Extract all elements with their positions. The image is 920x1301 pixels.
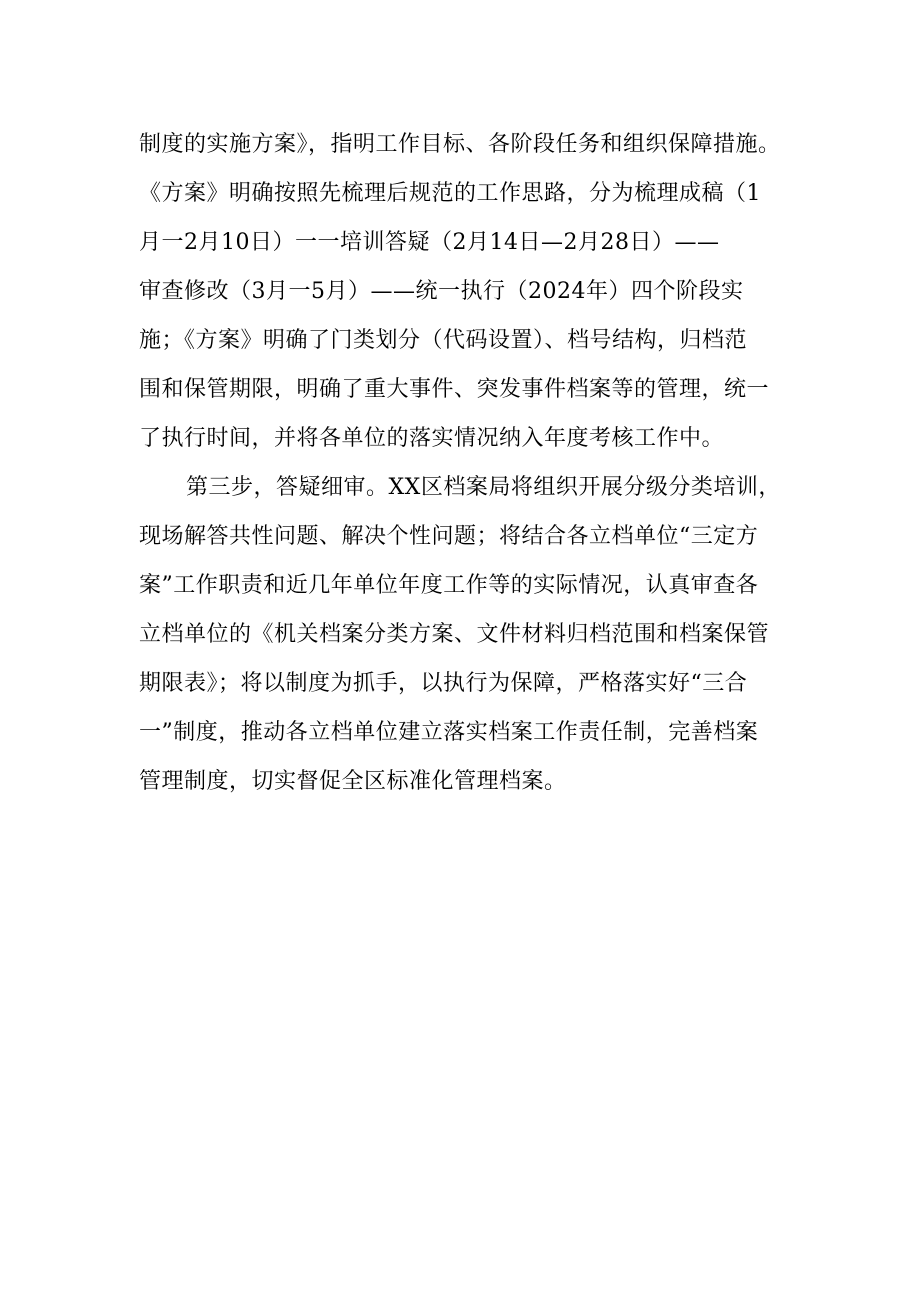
text-line: 第三步，答疑细审。XX区档案局将组织开展分级分类培训， xyxy=(186,475,781,500)
text-line: 立档单位的《机关档案分类方案、文件材料归档范围和档案保管 xyxy=(139,622,770,647)
text-line: 一”制度，推动各立档单位建立落实档案工作责任制，完善档案 xyxy=(139,720,759,745)
text-line: 围和保管期限，明确了重大事件、突发事件档案等的管理，统一 xyxy=(139,377,770,402)
text-line: 审查修改（3月一5月）——统一执行（2024年）四个阶段实 xyxy=(139,279,744,304)
text-line: 管理制度，切实督促全区标准化管理档案。 xyxy=(139,769,567,794)
text-line: 月一2月10日）一一培训答疑（2月14日—2月28日）—— xyxy=(139,230,720,255)
text-line: 案”工作职责和近几年单位年度工作等的实际情况，认真审查各 xyxy=(139,573,759,598)
paragraph-continued xyxy=(139,125,799,468)
text-line: 制度的实施方案》，指明工作目标、各阶段任务和组织保障措施。 xyxy=(139,132,781,157)
document-body xyxy=(139,125,799,811)
paragraph-step-three xyxy=(139,468,799,811)
text-line: 施；《方案》明确了门类划分（代码设置）、档号结构，归档范 xyxy=(139,328,748,353)
text-line: 期限表》；将以制度为抓手，以执行为保障，严格落实好“三合 xyxy=(139,671,748,696)
text-line: 《方案》明确按照先梳理后规范的工作思路，分为梳理成稿（1 xyxy=(139,181,761,206)
text-line: 了执行时间，并将各单位的落实情况纳入年度考核工作中。 xyxy=(139,426,725,451)
text-line: 现场解答共性问题、解决个性问题；将结合各立档单位“三定方 xyxy=(139,524,759,549)
